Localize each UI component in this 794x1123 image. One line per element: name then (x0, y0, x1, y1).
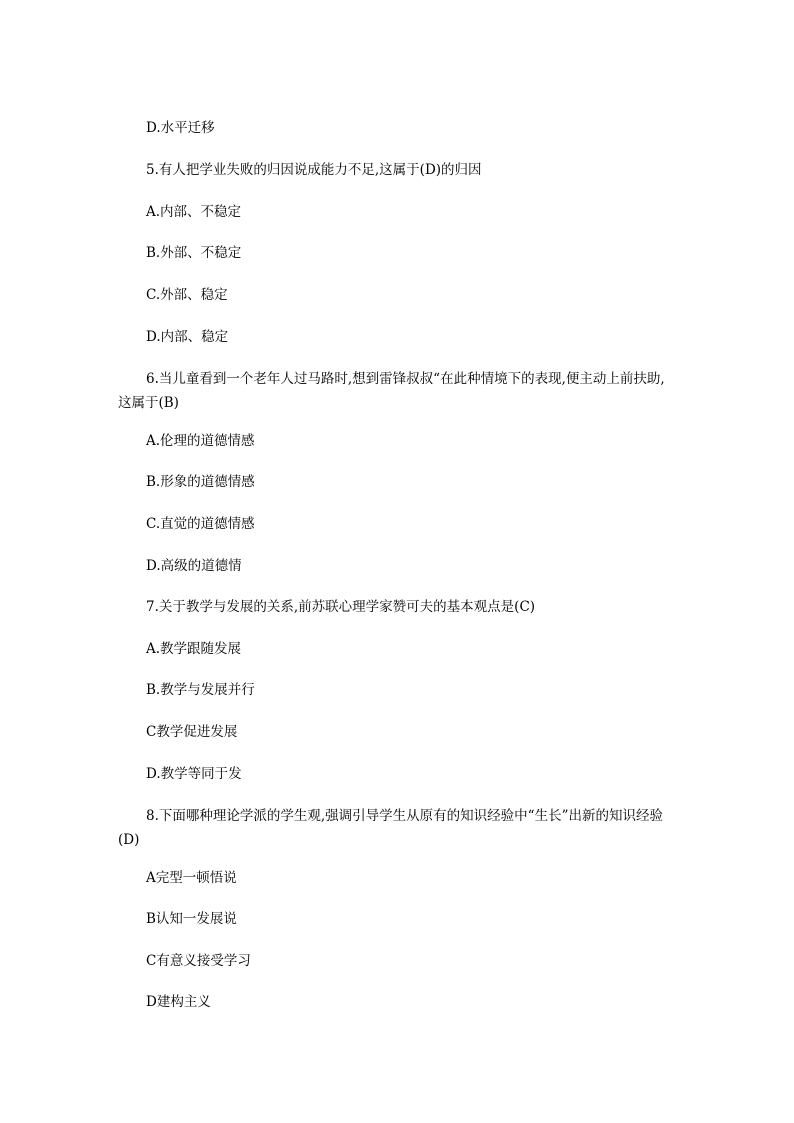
option-c-q5: C.外部、稳定 (146, 287, 228, 303)
question-6: 6.当儿童看到一个老年人过马路时,想到雷锋叔叔“在此种情境下的表现,便主动上前扶助,这属于(B) (118, 371, 665, 411)
question-5: 5.有人把学业失败的归因说成能力不足,这属于(D)的归因 (146, 162, 482, 178)
option-b-q7: B.教学与发展并行 (146, 682, 255, 698)
option-a-q8: A完型一顿悟说 (146, 870, 237, 886)
option-d-q4: D.水平迁移 (146, 120, 215, 136)
option-c-q7: C教学促进发展 (146, 724, 238, 740)
option-c-q6: C.直觉的道德情感 (146, 516, 255, 532)
option-a-q7: A.教学跟随发展 (146, 641, 242, 657)
option-a-q6: A.伦理的道德情感 (146, 433, 255, 449)
option-b-q8: B认知一发展说 (146, 911, 237, 927)
question-7: 7.关于教学与发展的关系,前苏联心理学家赞可夫的基本观点是(C) (146, 599, 536, 615)
option-b-q6: B.形象的道德情感 (146, 474, 255, 490)
question-8: 8.下面哪种理论学派的学生观,强调引导学生从原有的知识经验中“生长”出新的知识经验(D) (118, 808, 663, 848)
option-d-q5: D.内部、稳定 (146, 329, 229, 345)
option-c-q8: C有意义接受学习 (146, 953, 251, 969)
option-a-q5: A.内部、不稳定 (146, 204, 242, 220)
option-d-q8: D建构主义 (146, 994, 211, 1010)
option-b-q5: B.外部、不稳定 (146, 245, 242, 261)
option-d-q6: D.高级的道德情 (146, 558, 242, 574)
option-d-q7: D.教学等同于发 (146, 766, 242, 782)
